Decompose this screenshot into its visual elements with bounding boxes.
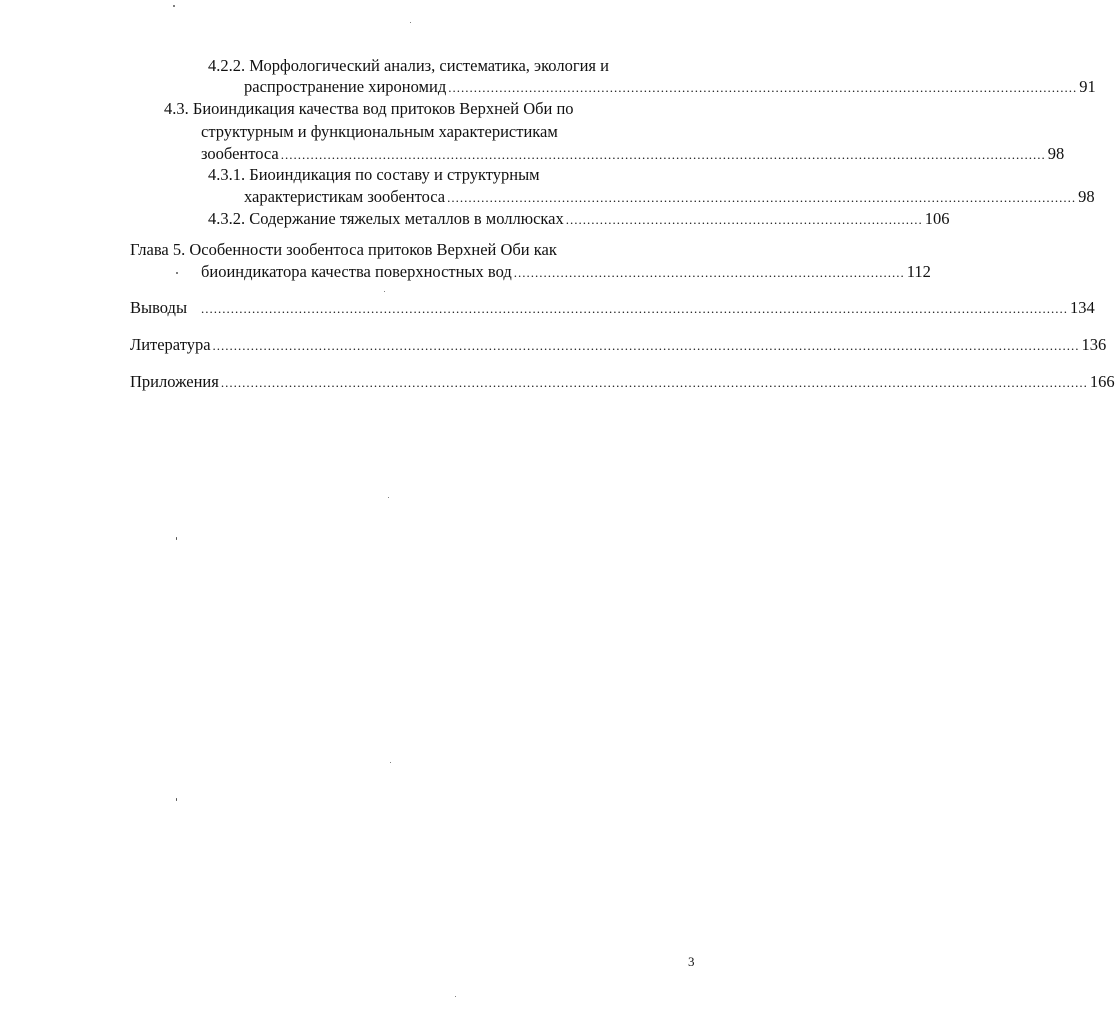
toc-entry-4-3-2-row[interactable]: [208, 209, 950, 230]
toc-appendices-label: Приложения: [130, 372, 219, 391]
toc-appendices-page: 166: [1089, 372, 1115, 391]
leader-dots: ....................................................................................................................................................................................: [280, 147, 1046, 162]
toc-entry-4-3-title-end: зообентоса: [201, 144, 279, 163]
scan-speck: [173, 5, 175, 7]
page-number: 3: [688, 954, 695, 969]
toc-entry-4-2-2-row[interactable]: [244, 77, 1096, 98]
toc-chapter-5-row[interactable]: [201, 262, 931, 283]
leader-dots: ....................................................................................................................................................: [448, 80, 1078, 95]
toc-conclusions-label: Выводы: [130, 298, 188, 317]
scan-speck: [410, 22, 411, 23]
scan-speck: [455, 996, 456, 997]
toc-literature-label: Литература: [130, 335, 211, 354]
scan-speck: [388, 497, 389, 498]
toc-conclusions-page: 134: [1070, 298, 1095, 317]
leader-dots: ............................................................................................................................................................................................................: [220, 375, 1088, 390]
scan-speck: [176, 272, 178, 274]
toc-entry-4-3-1-title-cont: характеристикам зообентоса: [244, 187, 446, 206]
toc-chapter-5-page: 112: [906, 262, 931, 281]
toc-entry-4-3-1-page: 98: [1078, 187, 1095, 206]
toc-entry-4-3-2-page: 106: [924, 209, 950, 228]
toc-entry-4-3-1-title: 4.3.1. Биоиндикация по составу и структурным: [208, 165, 540, 184]
toc-entry-4-3-1-row[interactable]: [244, 187, 1095, 208]
toc-entry-4-2-2-title: 4.2.2. Морфологический анализ, систематика, экология и: [208, 56, 609, 75]
scan-speck: [176, 537, 177, 540]
leader-dots: ............................................................................................: [513, 265, 905, 280]
toc-entry-4-3-2-title: 4.3.2. Содержание тяжелых металлов в моллюсках: [208, 209, 564, 228]
scan-speck: [176, 798, 177, 801]
toc-appendices-row[interactable]: [130, 372, 1115, 393]
scan-speck: [390, 762, 391, 763]
leader-dots: ............................................................................................................................................................................................................: [201, 301, 1069, 316]
toc-entry-4-3-title: 4.3. Биоиндикация качества вод притоков Верхней Оби по: [164, 99, 574, 118]
leader-dots: ....................................................................................................................................................: [447, 190, 1077, 205]
toc-entry-4-3-page: 98: [1047, 144, 1065, 163]
toc-entry-4-3-title-cont: структурным и функциональным характеристикам: [201, 122, 558, 141]
toc-conclusions-row[interactable]: [130, 298, 1095, 319]
toc-chapter-5-title-cont: биоиндикатора качества поверхностных вод: [201, 262, 512, 281]
toc-literature-row[interactable]: [130, 335, 1107, 356]
leader-dots: ............................................................................................................................................................................................................: [212, 338, 1080, 353]
toc-literature-page: 136: [1081, 335, 1107, 354]
toc-entry-4-3-row[interactable]: [201, 144, 1065, 165]
toc-chapter-5-title: Глава 5. Особенности зообентоса притоков Верхней Оби как: [130, 240, 557, 259]
toc-entry-4-2-2-title-cont: распространение хирономид: [244, 77, 447, 96]
leader-dots: ....................................................................................: [565, 212, 923, 227]
scan-speck: [384, 291, 385, 292]
toc-entry-4-2-2-page: 91: [1079, 77, 1096, 96]
